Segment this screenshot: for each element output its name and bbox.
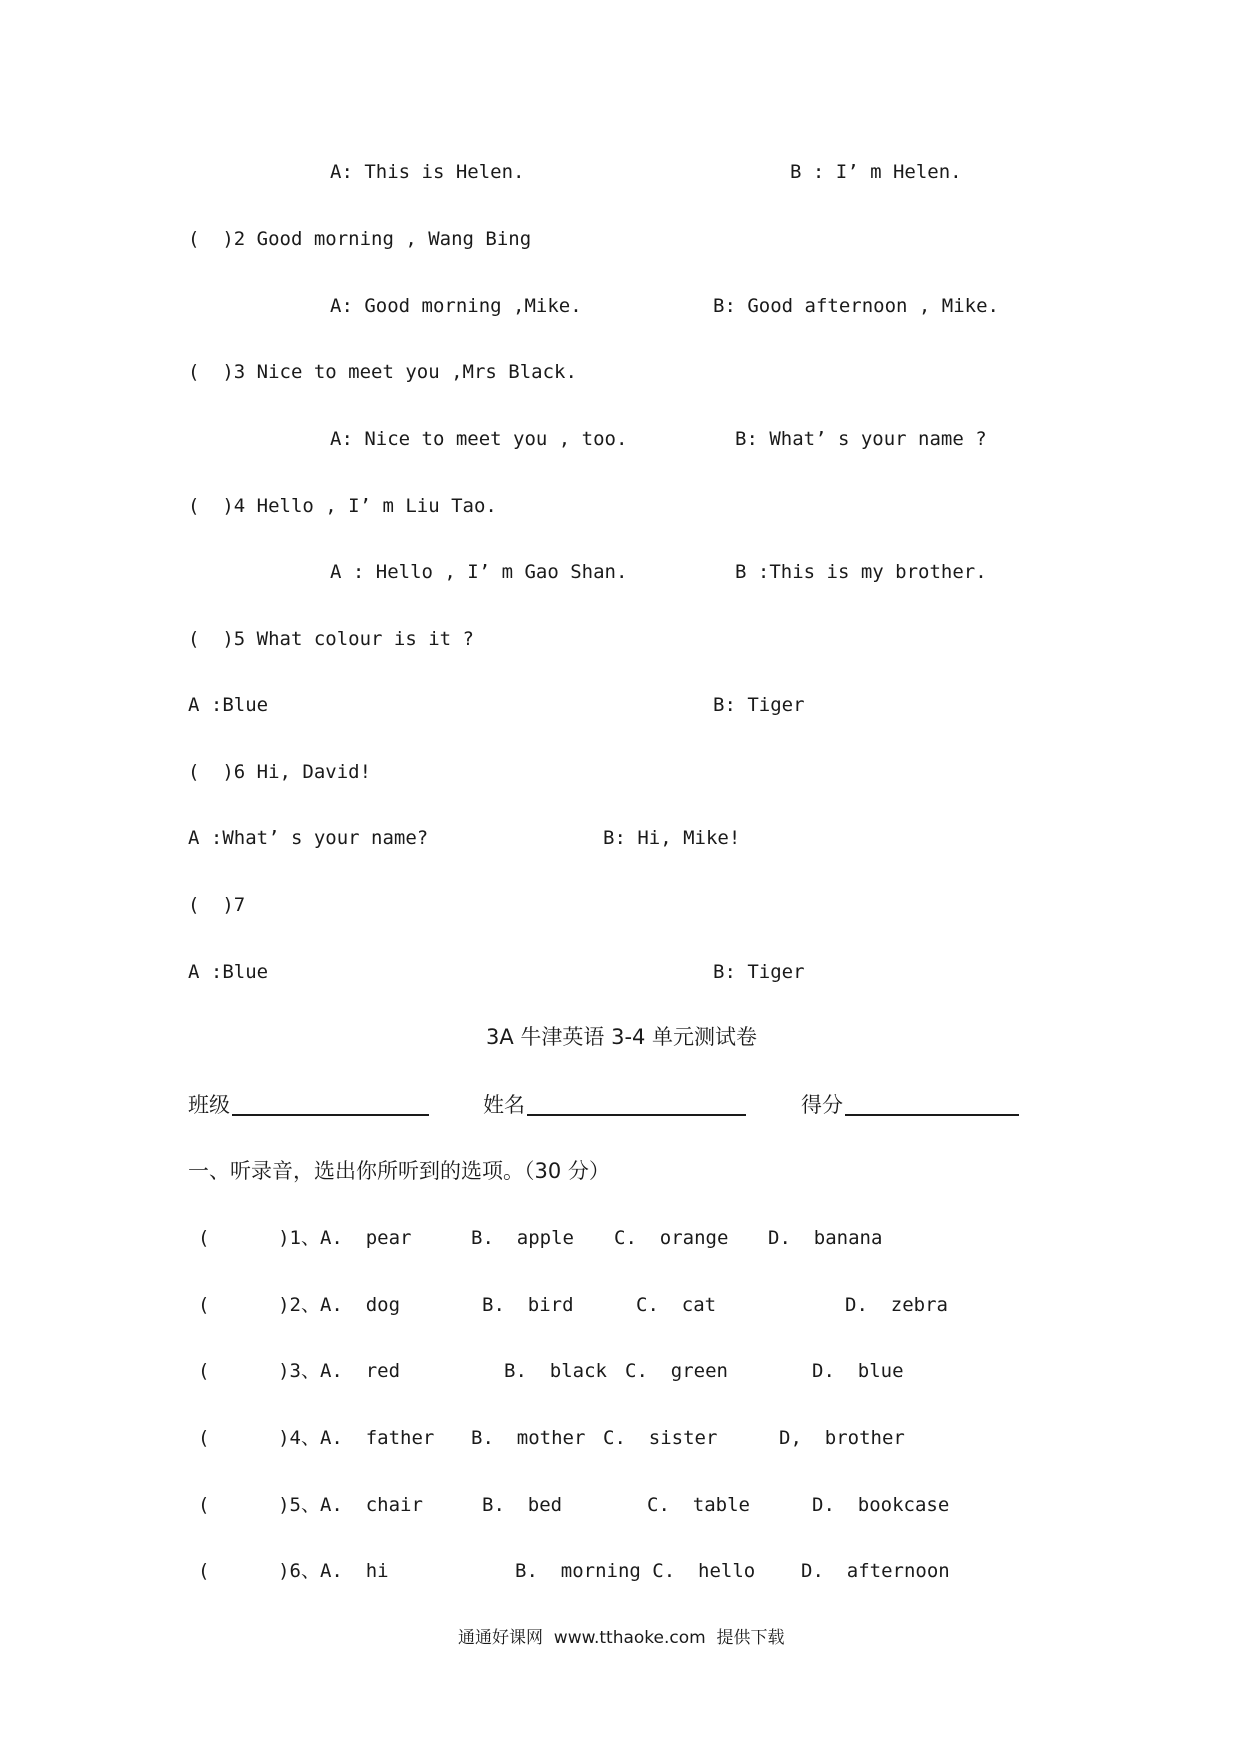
q6-stem: ( )6 Hi, David! <box>188 761 372 783</box>
item-3-c: C. green <box>625 1360 728 1382</box>
item-2-d: D. zebra <box>845 1294 948 1316</box>
section1-heading: 一、听录音，选出你所听到的选项。（30 分） <box>188 1159 610 1183</box>
class-label: 班级 <box>188 1093 230 1117</box>
item-5-b: B. bed <box>482 1494 563 1516</box>
name-blank[interactable] <box>527 1114 746 1116</box>
name-label: 姓名 <box>483 1093 525 1117</box>
q1-option-b: B : I’ m Helen. <box>790 161 962 183</box>
score-label: 得分 <box>801 1093 843 1117</box>
item-5-d: D. bookcase <box>812 1494 950 1516</box>
item-1-d: D. banana <box>768 1227 883 1249</box>
item-1-b: B. apple <box>471 1227 574 1249</box>
item-1-num-a: ( )1、A. pear <box>198 1227 412 1249</box>
item-3-d: D. blue <box>812 1360 904 1382</box>
q4-option-b: B :This is my brother. <box>735 561 987 583</box>
item-1-c: C. orange <box>614 1227 729 1249</box>
item-2-b: B. bird <box>482 1294 574 1316</box>
item-2-c: C. cat <box>636 1294 717 1316</box>
q3-option-b: B: What’ s your name ? <box>735 428 987 450</box>
item-4-b: B. mother <box>471 1427 586 1449</box>
q5-option-b: B: Tiger <box>713 694 805 716</box>
item-3-b: B. black <box>504 1360 607 1382</box>
q5-stem: ( )5 What colour is it ? <box>188 628 474 650</box>
q7-stem: ( )7 <box>188 894 246 916</box>
q4-option-a: A : Hello , I’ m Gao Shan. <box>330 561 628 583</box>
item-2-num-a: ( )2、A. dog <box>198 1294 401 1316</box>
item-4-num-a: ( )4、A. father <box>198 1427 435 1449</box>
q7-option-a: A :Blue <box>188 961 269 983</box>
q1-option-a: A: This is Helen. <box>330 161 525 183</box>
item-4-d: D, brother <box>779 1427 905 1449</box>
item-6-num-a: ( )6、A. hi <box>198 1560 389 1582</box>
q2-option-a: A: Good morning ,Mike. <box>330 295 582 317</box>
test-title: 3A 牛津英语 3-4 单元测试卷 <box>486 1025 758 1049</box>
q6-option-b: B: Hi, Mike! <box>603 827 741 849</box>
q7-option-b: B: Tiger <box>713 961 805 983</box>
item-4-c: C. sister <box>603 1427 718 1449</box>
item-6-d: D. afternoon <box>801 1560 950 1582</box>
q3-stem: ( )3 Nice to meet you ,Mrs Black. <box>188 361 577 383</box>
item-6-b: B. morning C. hello <box>515 1560 756 1582</box>
q5-option-a: A :Blue <box>188 694 269 716</box>
q6-option-a: A :What’ s your name? <box>188 827 429 849</box>
footer-credit: 通通好课网 www.tthaoke.com 提供下载 <box>458 1628 785 1648</box>
q3-option-a: A: Nice to meet you , too. <box>330 428 628 450</box>
class-blank[interactable] <box>232 1114 429 1116</box>
score-blank[interactable] <box>845 1114 1019 1116</box>
q2-stem: ( )2 Good morning , Wang Bing <box>188 228 532 250</box>
item-5-num-a: ( )5、A. chair <box>198 1494 423 1516</box>
q4-stem: ( )4 Hello , I’ m Liu Tao. <box>188 495 497 517</box>
item-3-num-a: ( )3、A. red <box>198 1360 401 1382</box>
item-5-c: C. table <box>647 1494 750 1516</box>
q2-option-b: B: Good afternoon , Mike. <box>713 295 999 317</box>
